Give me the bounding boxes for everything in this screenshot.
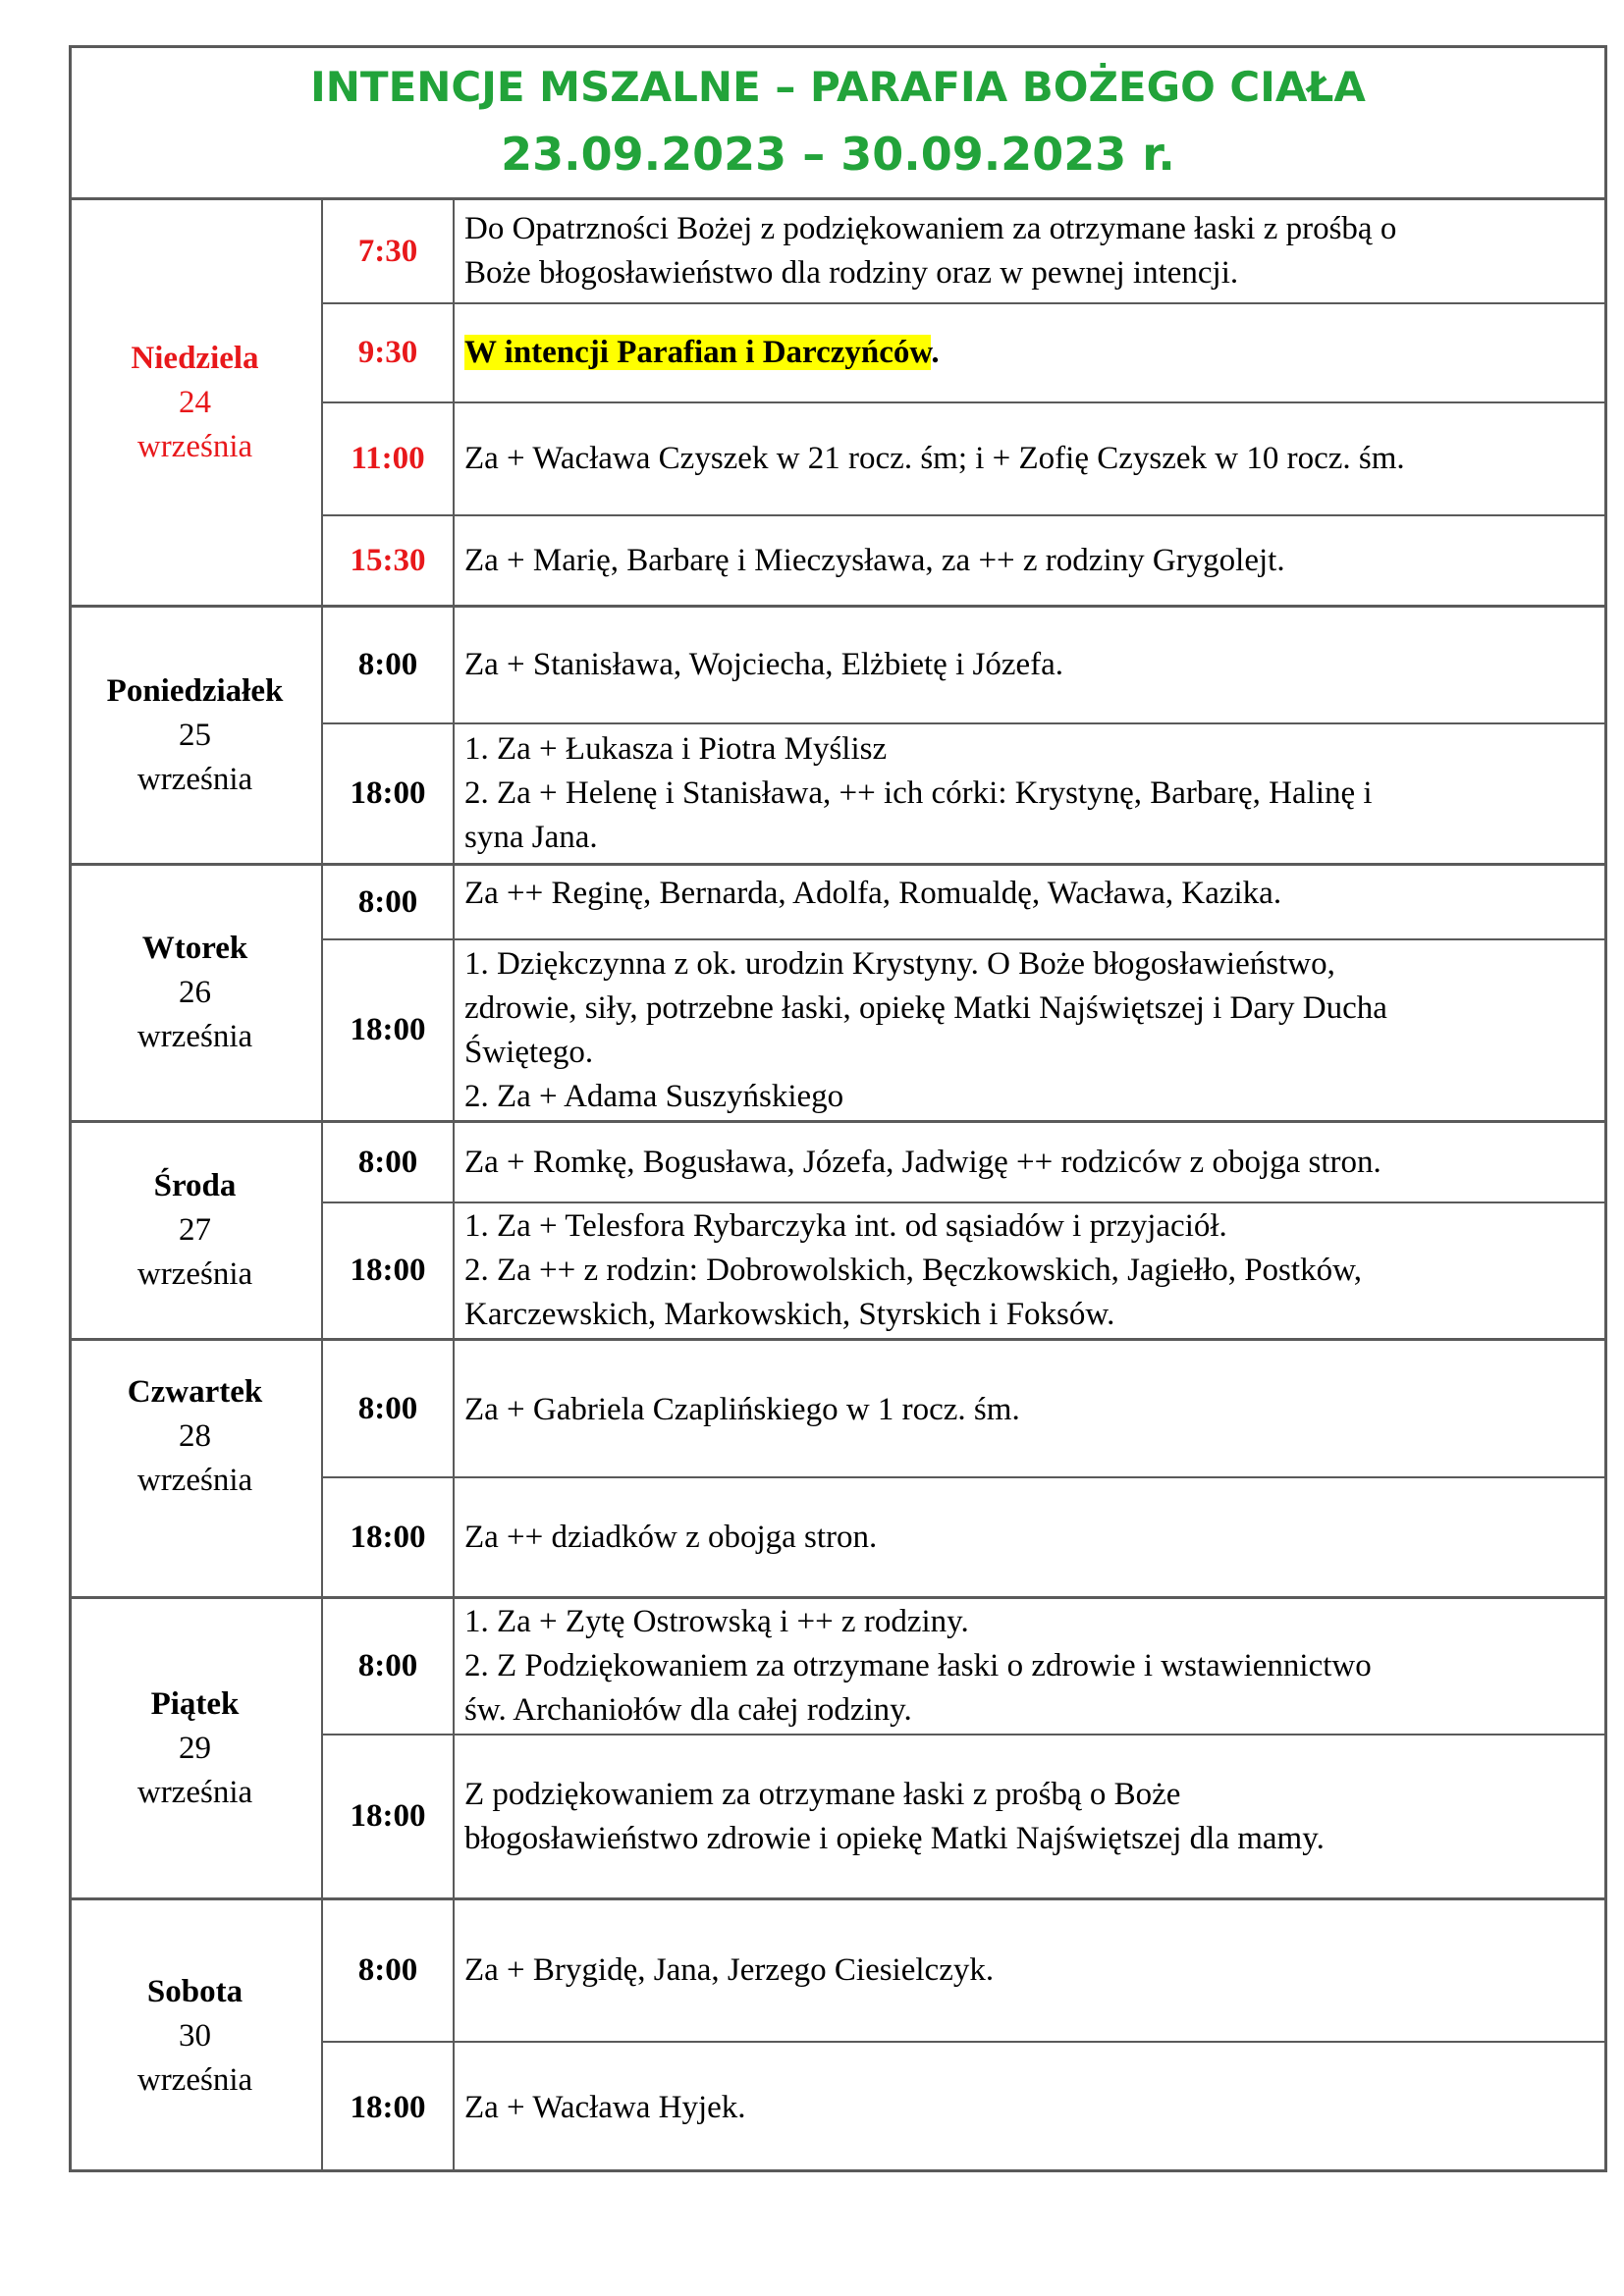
day-number: 28 [179, 1418, 211, 1454]
day-number: 30 [179, 2018, 211, 2054]
day-number: 24 [179, 384, 211, 420]
intention-line: syna Jana. [464, 820, 598, 855]
intention-line: Z podziękowaniem za otrzymane łaski z prośbą o Boże [464, 1776, 1181, 1812]
day-number: 29 [179, 1730, 211, 1766]
day-month: września [136, 428, 253, 464]
day-name: Czwartek [127, 1374, 263, 1410]
day-name: Środa [153, 1168, 237, 1203]
day-number: 25 [179, 717, 211, 753]
intention-line: Za + Wacława Czyszek w 21 rocz. śm; i + Zofię Czyszek w 10 rocz. śm. [464, 441, 1405, 476]
mass-time: 11:00 [323, 403, 455, 516]
mass-time: 8:00 [323, 1123, 455, 1203]
day-tuesday [69, 866, 323, 1123]
day-month: września [136, 761, 253, 797]
mass-time: 18:00 [323, 1735, 455, 1900]
mass-time: 7:30 [323, 200, 455, 304]
mass-intention [455, 1735, 1607, 1900]
mass-intention [455, 200, 1607, 304]
day-sunday [69, 200, 323, 608]
mass-time: 15:30 [323, 516, 455, 608]
intention-line: Za ++ dziadków z obojga stron. [464, 1519, 878, 1555]
mass-intention [455, 866, 1607, 940]
intention-line: Do Opatrzności Bożej z podziękowaniem za otrzymane łaski z prośbą o [464, 211, 1397, 246]
intention-line: Świętego. [464, 1034, 594, 1070]
intention-line: 1. Za + Zytę Ostrowską i ++ z rodziny. [464, 1604, 969, 1639]
intention-line: Za ++ Reginę, Bernarda, Adolfa, Romualdę, Wacława, Kazika. [464, 876, 1282, 911]
intention-line: Za + Romkę, Bogusława, Józefa, Jadwigę ++ rodziców z obojga stron. [464, 1144, 1381, 1180]
mass-time: 9:30 [323, 304, 455, 403]
day-name: Wtorek [141, 931, 248, 966]
mass-time: 18:00 [323, 1478, 455, 1599]
day-month: września [136, 1019, 253, 1054]
intention-line: Za + Brygidę, Jana, Jerzego Ciesielczyk. [464, 1952, 995, 1988]
intention-line: Za + Marię, Barbarę i Mieczysława, za ++ z rodziny Grygolejt. [464, 542, 1285, 578]
intention-line: Za + Wacława Hyjek. [464, 2089, 746, 2125]
intention-line: 2. Za + Helenę i Stanisława, ++ ich córki: Krystynę, Barbarę, Halinę i [464, 775, 1373, 811]
day-name: Poniedziałek [106, 672, 284, 709]
day-thursday [69, 1341, 323, 1599]
intention-line: 2. Z Podziękowaniem za otrzymane łaski o zdrowie i wstawiennictwo [464, 1648, 1372, 1683]
mass-time: 18:00 [323, 940, 455, 1123]
intention-line: 1. Za + Łukasza i Piotra Myślisz [464, 731, 888, 767]
intention-period: . [931, 335, 940, 370]
day-month: września [136, 2062, 253, 2098]
mass-intention [455, 2043, 1607, 2172]
mass-intention [455, 403, 1607, 516]
mass-time: 18:00 [323, 724, 455, 866]
intention-line: zdrowie, siły, potrzebne łaski, opiekę Matki Najświętszej i Dary Ducha [464, 989, 1387, 1026]
day-month: września [136, 1463, 253, 1498]
day-month: września [136, 1256, 253, 1292]
day-month: września [136, 1774, 253, 1810]
mass-intention [455, 1341, 1607, 1478]
mass-intention [455, 1123, 1607, 1203]
day-monday [69, 608, 323, 866]
date-range: 23.09.2023 – 30.09.2023 r. [501, 128, 1175, 181]
day-name: Piątek [150, 1685, 240, 1722]
mass-time: 8:00 [323, 1341, 455, 1478]
intention-line: Karczewskich, Markowskich, Styrskich i Foksów. [464, 1297, 1115, 1332]
intentions-sheet [69, 45, 1607, 2172]
mass-intention [455, 304, 1607, 403]
mass-time: 8:00 [323, 1900, 455, 2043]
day-friday [69, 1599, 323, 1900]
day-name: Niedziela [131, 340, 259, 376]
mass-intention [455, 1900, 1607, 2043]
mass-intention [455, 940, 1607, 1123]
intention-line: św. Archaniołów dla całej rodziny. [464, 1692, 912, 1728]
page-title: INTENCJE MSZALNE – PARAFIA BOŻEGO CIAŁA [310, 63, 1366, 111]
day-name: Sobota [146, 1974, 244, 2009]
mass-intention [455, 1203, 1607, 1341]
header [69, 45, 1607, 200]
mass-intention [455, 1599, 1607, 1735]
day-number: 27 [179, 1212, 211, 1248]
highlighted-intention: W intencji Parafian i Darczyńców [464, 335, 932, 370]
intention-line: błogosławieństwo zdrowie i opiekę Matki Najświętszej dla mamy. [464, 1820, 1325, 1856]
intention-line: Boże błogosławieństwo dla rodziny oraz w pewnej intencji. [464, 255, 1239, 291]
mass-time: 8:00 [323, 1599, 455, 1735]
intention-line: 2. Za + Adama Suszyńskiego [464, 1078, 844, 1114]
mass-time: 8:00 [323, 866, 455, 940]
mass-time: 18:00 [323, 2043, 455, 2172]
intention-line [464, 331, 1599, 375]
day-number: 26 [179, 975, 211, 1010]
day-wednesday [69, 1123, 323, 1341]
mass-intention [455, 1478, 1607, 1599]
mass-intention [455, 608, 1607, 724]
intention-line: 2. Za ++ z rodzin: Dobrowolskich, Bęczkowskich, Jagiełło, Postków, [464, 1253, 1363, 1288]
mass-time: 18:00 [323, 1203, 455, 1341]
intention-line: 1. Za + Telesfora Rybarczyka int. od sąsiadów i przyjaciół. [464, 1208, 1227, 1244]
day-saturday [69, 1900, 323, 2172]
mass-time: 8:00 [323, 608, 455, 724]
mass-intention [455, 516, 1607, 608]
intention-line: 1. Dziękczynna z ok. urodzin Krystyny. O Boże błogosławieństwo, [464, 945, 1335, 982]
intention-line: Za + Stanisława, Wojciecha, Elżbietę i Józefa. [464, 647, 1064, 682]
intention-line: Za + Gabriela Czaplińskiego w 1 rocz. śm. [464, 1392, 1020, 1427]
mass-intention [455, 724, 1607, 866]
